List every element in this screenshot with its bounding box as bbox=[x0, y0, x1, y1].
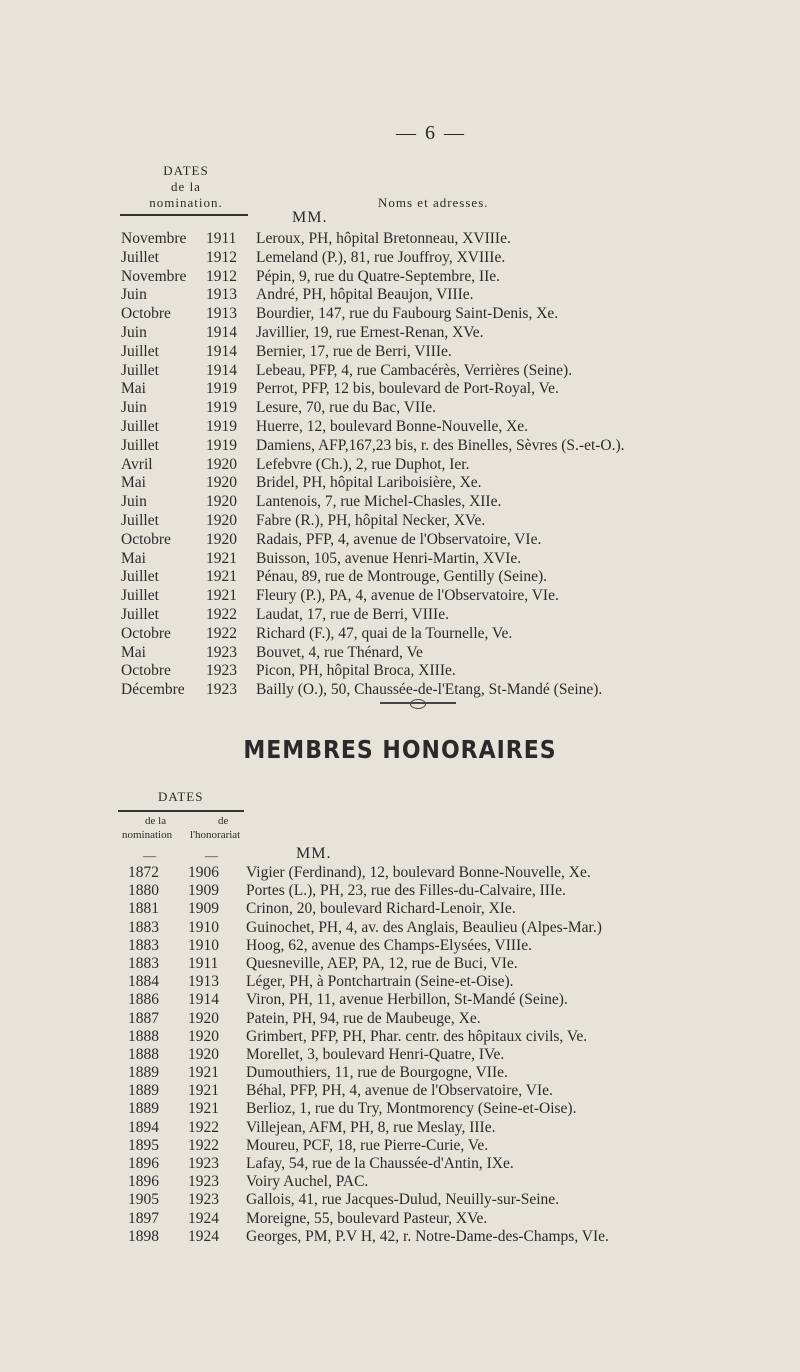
dates-label: DATES bbox=[163, 163, 209, 178]
nomination-label: nomination. bbox=[149, 195, 223, 210]
mm-label: MM. bbox=[292, 209, 328, 226]
member-name: Lebeau, PFP, 4, rue Cambacérès, Verrières (Seine). bbox=[256, 361, 573, 379]
nomination-year: 1896 bbox=[128, 1155, 159, 1172]
member-row bbox=[121, 474, 800, 493]
honorary-dates-label: DATES bbox=[158, 789, 204, 804]
page-number: — 6 — bbox=[396, 122, 466, 144]
honorary-list bbox=[128, 864, 800, 1246]
honorary-de-la-label: de la bbox=[145, 815, 167, 827]
nomination-year: 1883 bbox=[128, 954, 159, 972]
member-name: Bernier, 17, rue de Berri, VIIIe. bbox=[256, 342, 452, 360]
honorariat-year: 1922 bbox=[188, 1136, 219, 1154]
member-month: Juillet bbox=[121, 248, 159, 266]
member-name: Fabre (R.), PH, hôpital Necker, XVe. bbox=[256, 511, 486, 529]
member-name: Lefebvre (Ch.), 2, rue Duphot, Ier. bbox=[256, 455, 470, 473]
nomination-year: 1895 bbox=[128, 1136, 159, 1154]
honorariat-year: 1920 bbox=[188, 1045, 219, 1063]
member-name: Pépin, 9, rue du Quatre-Septembre, IIe. bbox=[256, 267, 501, 285]
honorary-name: Patein, PH, 94, rue de Maubeuge, Xe. bbox=[246, 1009, 481, 1027]
honorary-name: Lafay, 54, rue de la Chaussée-d'Antin, IXe. bbox=[246, 1155, 514, 1172]
section-divider bbox=[380, 702, 456, 704]
honorary-row bbox=[128, 1028, 800, 1046]
honorary-row bbox=[128, 1046, 800, 1064]
member-month: Juin bbox=[121, 493, 147, 511]
honorariat-dash: — bbox=[205, 848, 218, 863]
honorary-name: Berlioz, 1, rue du Try, Montmorency (Seine-et-Oise). bbox=[246, 1100, 577, 1118]
member-row bbox=[121, 418, 800, 437]
honorary-header-swash bbox=[118, 810, 244, 812]
member-month: Avril bbox=[121, 455, 153, 473]
honorary-row bbox=[128, 900, 800, 918]
honorary-honorariat-label: l'honorariat bbox=[190, 829, 241, 841]
honorary-row bbox=[128, 882, 800, 900]
member-row bbox=[121, 456, 800, 475]
member-year: 1920 bbox=[206, 474, 237, 492]
member-month: Mai bbox=[121, 474, 146, 492]
honorary-row bbox=[128, 973, 800, 991]
member-name: Fleury (P.), PA, 4, avenue de l'Observatoire, VIe. bbox=[256, 587, 559, 605]
honorary-mm-label: MM. bbox=[296, 845, 332, 862]
member-row bbox=[121, 606, 800, 625]
names-header: Noms et adresses. bbox=[378, 195, 489, 210]
honorary-name: Guinochet, PH, 4, av. des Anglais, Beaulieu (Alpes-Mar.) bbox=[246, 918, 602, 936]
member-name: Bourdier, 147, rue du Faubourg Saint-Denis, Xe. bbox=[256, 305, 559, 323]
member-year: 1919 bbox=[206, 417, 237, 435]
nomination-year: 1889 bbox=[128, 1064, 159, 1082]
member-month: Juillet bbox=[121, 605, 159, 623]
member-month: Juillet bbox=[121, 417, 159, 435]
member-name: Lesure, 70, rue du Bac, VIIe. bbox=[256, 399, 437, 417]
member-month: Juillet bbox=[121, 511, 159, 529]
member-name: Pénau, 89, rue de Montrouge, Gentilly (Seine). bbox=[256, 568, 547, 586]
honorary-row bbox=[128, 937, 800, 955]
honorariat-year: 1911 bbox=[188, 954, 219, 972]
honorary-row bbox=[128, 1082, 800, 1100]
nomination-year: 1888 bbox=[128, 1045, 159, 1063]
member-month: Juillet bbox=[121, 587, 159, 605]
member-year: 1919 bbox=[206, 380, 237, 398]
honorary-row bbox=[128, 1155, 800, 1173]
member-month: Mai bbox=[121, 380, 146, 398]
member-name: Bouvet, 4, rue Thénard, Ve bbox=[256, 643, 423, 661]
nomination-year: 1881 bbox=[128, 900, 159, 918]
honorary-name: Dumouthiers, 11, rue de Bourgogne, VIIe. bbox=[246, 1064, 508, 1082]
member-name: Richard (F.), 47, quai de la Tournelle, Ve. bbox=[256, 624, 513, 642]
de-la-label: de la bbox=[171, 179, 201, 194]
honorary-row bbox=[128, 991, 800, 1009]
member-row bbox=[121, 268, 800, 287]
member-year: 1920 bbox=[206, 511, 237, 529]
honorariat-year: 1921 bbox=[188, 1082, 219, 1100]
honorary-de-label: de bbox=[218, 815, 229, 827]
nomination-year: 1889 bbox=[128, 1082, 159, 1100]
honorary-row bbox=[128, 1228, 800, 1246]
honorary-row bbox=[128, 1191, 800, 1209]
nomination-year: 1883 bbox=[128, 918, 159, 936]
honorariat-year: 1923 bbox=[188, 1173, 219, 1191]
member-row bbox=[121, 681, 800, 700]
honorariat-year: 1922 bbox=[188, 1118, 219, 1136]
member-row bbox=[121, 493, 800, 512]
honorary-title: MEMBRES HONORAIRES bbox=[243, 736, 557, 765]
honorariat-year: 1921 bbox=[188, 1100, 219, 1118]
honorary-name: Béhal, PFP, PH, 4, avenue de l'Observatoire, VIe. bbox=[246, 1082, 553, 1100]
honorary-name: Vigier (Ferdinand), 12, boulevard Bonne-Nouvelle, Xe. bbox=[246, 864, 591, 881]
honorariat-year: 1910 bbox=[188, 918, 219, 936]
honorary-name: Portes (L.), PH, 23, rue des Filles-du-Calvaire, IIIe. bbox=[246, 882, 566, 900]
member-month: Mai bbox=[121, 643, 146, 661]
member-year: 1919 bbox=[206, 399, 237, 417]
member-name: Perrot, PFP, 12 bis, boulevard de Port-Royal, Ve. bbox=[256, 380, 559, 398]
member-year: 1913 bbox=[206, 286, 237, 304]
member-month: Octobre bbox=[121, 624, 171, 642]
member-year: 1914 bbox=[206, 323, 237, 341]
honorariat-year: 1923 bbox=[188, 1155, 219, 1172]
member-year: 1912 bbox=[206, 267, 237, 285]
nomination-year: 1888 bbox=[128, 1027, 159, 1045]
honorariat-year: 1906 bbox=[188, 864, 219, 881]
honorariat-year: 1920 bbox=[188, 1027, 219, 1045]
nomination-year: 1886 bbox=[128, 991, 159, 1009]
member-name: Picon, PH, hôpital Broca, XIIIe. bbox=[256, 662, 456, 680]
honorariat-year: 1914 bbox=[188, 991, 219, 1009]
header-swash bbox=[120, 214, 248, 216]
honorary-name: Villejean, AFM, PH, 8, rue Meslay, IIIe. bbox=[246, 1118, 496, 1136]
honorariat-year: 1924 bbox=[188, 1227, 219, 1245]
member-row bbox=[121, 343, 800, 362]
member-year: 1922 bbox=[206, 624, 237, 642]
honorary-name: Hoog, 62, avenue des Champs-Elysées, VIIIe. bbox=[246, 936, 532, 954]
honorary-row bbox=[128, 1064, 800, 1082]
member-row bbox=[121, 380, 800, 399]
member-row bbox=[121, 399, 800, 418]
nomination-year: 1896 bbox=[128, 1173, 159, 1191]
honorary-row bbox=[128, 1173, 800, 1191]
nomination-year: 1898 bbox=[128, 1227, 159, 1245]
member-month: Juin bbox=[121, 286, 147, 304]
member-name: Bailly (O.), 50, Chaussée-de-l'Etang, St-Mandé (Seine). bbox=[256, 681, 603, 699]
member-row bbox=[121, 625, 800, 644]
honorariat-year: 1923 bbox=[188, 1191, 219, 1209]
member-name: Lemeland (P.), 81, rue Jouffroy, XVIIIe. bbox=[256, 248, 506, 266]
honorary-row bbox=[128, 864, 800, 882]
member-month: Décembre bbox=[121, 681, 185, 699]
honorary-name: Crinon, 20, boulevard Richard-Lenoir, XIe. bbox=[246, 900, 516, 918]
member-year: 1922 bbox=[206, 605, 237, 623]
nomination-dash: — bbox=[143, 848, 156, 863]
member-row bbox=[121, 587, 800, 606]
member-row bbox=[121, 568, 800, 587]
member-month: Juillet bbox=[121, 568, 159, 586]
member-month: Juillet bbox=[121, 436, 159, 454]
member-month: Novembre bbox=[121, 267, 187, 285]
member-name: Radais, PFP, 4, avenue de l'Observatoire, VIe. bbox=[256, 530, 542, 548]
nomination-year: 1894 bbox=[128, 1118, 159, 1136]
member-year: 1923 bbox=[206, 643, 237, 661]
member-row bbox=[121, 531, 800, 550]
member-row bbox=[121, 550, 800, 569]
honorary-row bbox=[128, 1210, 800, 1228]
nomination-year: 1897 bbox=[128, 1209, 159, 1227]
nomination-year: 1883 bbox=[128, 936, 159, 954]
member-row bbox=[121, 662, 800, 681]
member-year: 1923 bbox=[206, 681, 237, 699]
honorary-name: Moreigne, 55, boulevard Pasteur, XVe. bbox=[246, 1209, 488, 1227]
member-row bbox=[121, 437, 800, 456]
honorariat-year: 1910 bbox=[188, 936, 219, 954]
nomination-year: 1887 bbox=[128, 1009, 159, 1027]
member-name: Lantenois, 7, rue Michel-Chasles, XIIe. bbox=[256, 493, 502, 511]
honorariat-year: 1920 bbox=[188, 1009, 219, 1027]
member-year: 1920 bbox=[206, 493, 237, 511]
member-year: 1911 bbox=[206, 230, 237, 247]
honorary-row bbox=[128, 955, 800, 973]
honorariat-year: 1909 bbox=[188, 882, 219, 900]
member-year: 1919 bbox=[206, 436, 237, 454]
member-name: André, PH, hôpital Beaujon, VIIIe. bbox=[256, 286, 474, 304]
honorary-row bbox=[128, 1010, 800, 1028]
honorariat-year: 1921 bbox=[188, 1064, 219, 1082]
member-month: Novembre bbox=[121, 230, 187, 247]
member-year: 1921 bbox=[206, 549, 237, 567]
member-month: Mai bbox=[121, 549, 146, 567]
member-row bbox=[121, 362, 800, 381]
honorary-name: Voiry Auchel, PAC. bbox=[246, 1173, 369, 1191]
nomination-year: 1889 bbox=[128, 1100, 159, 1118]
nomination-year: 1880 bbox=[128, 882, 159, 900]
member-year: 1920 bbox=[206, 455, 237, 473]
member-year: 1921 bbox=[206, 568, 237, 586]
member-month: Juillet bbox=[121, 361, 159, 379]
honorary-name: Léger, PH, à Pontchartrain (Seine-et-Oise). bbox=[246, 973, 514, 991]
honorary-row bbox=[128, 1100, 800, 1118]
member-row bbox=[121, 644, 800, 663]
member-row bbox=[121, 324, 800, 343]
members-dates-header bbox=[126, 163, 246, 211]
member-name: Leroux, PH, hôpital Bretonneau, XVIIIe. bbox=[256, 230, 511, 247]
honorary-name: Moureu, PCF, 18, rue Pierre-Curie, Ve. bbox=[246, 1136, 489, 1154]
member-year: 1920 bbox=[206, 530, 237, 548]
member-name: Damiens, AFP,167,23 bis, r. des Binelles, Sèvres (S.-et-O.). bbox=[256, 436, 625, 454]
member-year: 1921 bbox=[206, 587, 237, 605]
member-row bbox=[121, 249, 800, 268]
honorary-row bbox=[128, 1137, 800, 1155]
member-year: 1914 bbox=[206, 361, 237, 379]
honorariat-year: 1913 bbox=[188, 973, 219, 991]
member-year: 1914 bbox=[206, 342, 237, 360]
honorary-name: Viron, PH, 11, avenue Herbillon, St-Mandé (Seine). bbox=[246, 991, 568, 1009]
member-name: Buisson, 105, avenue Henri-Martin, XVIe. bbox=[256, 549, 522, 567]
member-year: 1912 bbox=[206, 248, 237, 266]
members-list bbox=[121, 230, 800, 700]
member-month: Octobre bbox=[121, 530, 171, 548]
honorary-name: Grimbert, PFP, PH, Phar. centr. des hôpitaux civils, Ve. bbox=[246, 1027, 588, 1045]
honorary-name: Morellet, 3, boulevard Henri-Quatre, IVe. bbox=[246, 1045, 505, 1063]
member-name: Laudat, 17, rue de Berri, VIIIe. bbox=[256, 605, 449, 623]
nomination-year: 1905 bbox=[128, 1191, 159, 1209]
member-name: Bridel, PH, hôpital Lariboisière, Xe. bbox=[256, 474, 482, 492]
member-row bbox=[121, 512, 800, 531]
honorary-name: Georges, PM, P.V H, 42, r. Notre-Dame-des-Champs, VIe. bbox=[246, 1227, 609, 1245]
member-month: Juillet bbox=[121, 342, 159, 360]
member-row bbox=[121, 305, 800, 324]
honorary-name: Quesneville, AEP, PA, 12, rue de Buci, VIe. bbox=[246, 954, 518, 972]
honorariat-year: 1924 bbox=[188, 1209, 219, 1227]
member-month: Juin bbox=[121, 399, 147, 417]
member-year: 1913 bbox=[206, 305, 237, 323]
member-month: Octobre bbox=[121, 662, 171, 680]
honorary-row bbox=[128, 919, 800, 937]
member-month: Juin bbox=[121, 323, 147, 341]
nomination-year: 1872 bbox=[128, 864, 159, 881]
member-name: Javillier, 19, rue Ernest-Renan, XVe. bbox=[256, 323, 484, 341]
honorary-nomination-label: nomination bbox=[122, 829, 173, 841]
member-name: Huerre, 12, boulevard Bonne-Nouvelle, Xe. bbox=[256, 417, 529, 435]
member-row bbox=[121, 286, 800, 305]
honorary-row bbox=[128, 1119, 800, 1137]
honorary-name: Gallois, 41, rue Jacques-Dulud, Neuilly-sur-Seine. bbox=[246, 1191, 560, 1209]
member-month: Octobre bbox=[121, 305, 171, 323]
member-year: 1923 bbox=[206, 662, 237, 680]
member-row bbox=[121, 230, 800, 249]
honorariat-year: 1909 bbox=[188, 900, 219, 918]
nomination-year: 1884 bbox=[128, 973, 159, 991]
